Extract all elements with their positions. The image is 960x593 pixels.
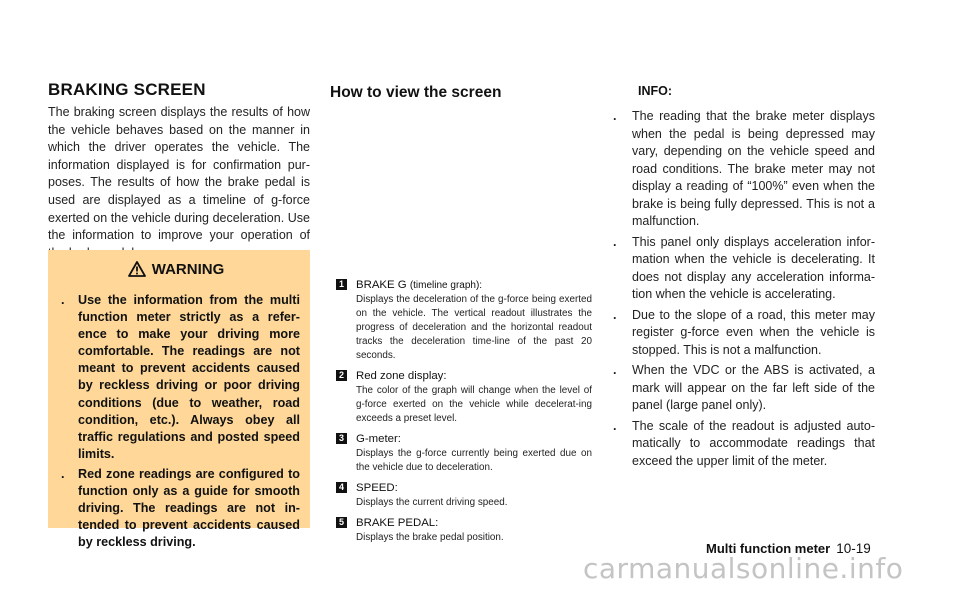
legend-description: Displays the g-force currently being exerted due on the vehicle due to deceleration. xyxy=(356,448,592,473)
legend-list xyxy=(330,278,592,551)
legend-item-4 xyxy=(330,481,592,510)
warning-item: . Red zone readings are configured to function only as a guide for smooth driving. The readings are not in-tended to prevent accidents caused by reckless driving. xyxy=(61,466,300,550)
info-item: . Due to the slope of a road, this meter may register g-force even when the vehicle is stopped. This is not a malfunction. xyxy=(613,307,875,357)
section-title: BRAKING SCREEN xyxy=(48,80,206,99)
intro-paragraph: The braking screen displays the results of how the vehicle behaves based on the manner in which the driver operates the vehicle. The information displayed is for confirmation pur-poses. The results of how the brake pedal is used are displayed as a timeline of g-force exerted on the vehicle during deceleration. Use the information to improve your operation of xyxy=(48,105,310,243)
info-item: . The reading that the brake meter displays when the pedal is being depressed may vary, depending on the vehicle speed and road conditions. The brake meter may not display a reading of “100%” even when the brake is being fully depressed. This is not a malfunction. xyxy=(613,109,875,228)
callout-number: 3 xyxy=(336,433,347,444)
legend-description: Displays the deceleration of the g-force being exerted on the vehicle. The vertical readout illustrates the progress of deceleration and the horizontal readout tracks the deceleration time-line of the past 20 seconds. xyxy=(356,294,592,361)
warning-header xyxy=(52,258,300,282)
legend-label: SPEED: xyxy=(356,482,398,494)
info-item: . When the VDC or the ABS is activated, a mark will appear on the far left side of the panel (large panel only). xyxy=(613,363,875,412)
legend-description: Displays the brake pedal position. xyxy=(356,532,504,543)
warning-triangle-icon xyxy=(128,261,146,277)
info-list xyxy=(610,108,875,473)
callout-number: 4 xyxy=(336,482,347,493)
warning-list xyxy=(52,292,300,551)
legend-item-1 xyxy=(330,278,592,363)
legend-item-3 xyxy=(330,432,592,475)
info-title: INFO: xyxy=(638,84,673,98)
subsection-title: How to view the screen xyxy=(330,84,502,101)
legend-label: BRAKE G xyxy=(356,279,407,291)
legend-label-note: (timeline graph): xyxy=(409,280,483,291)
legend-label: BRAKE PEDAL: xyxy=(356,517,439,529)
warning-title: WARNING xyxy=(151,261,225,278)
legend-item-5 xyxy=(330,516,592,545)
info-item: . The scale of the readout is adjusted auto-matically to accommodate readings that exceed the upper limit of the meter. xyxy=(613,418,875,468)
watermark: carmanualsonline.info xyxy=(583,552,904,585)
footer-title: Multi function meter xyxy=(706,541,831,556)
warning-item: . Use the information from the multi function meter strictly as a refer-ence to make your driving more comfortable. The readings are not meant to prevent accidents caused by reckless driving or poor driving conditions (due to weather, road condition, etc.). Always obey all traffic regulations and posted speed limits. xyxy=(61,293,300,461)
info-item: . This panel only displays acceleration infor-mation when the vehicle is decelerating. It does not display any acceleration informa-tion when the vehicle is accelerating. xyxy=(613,234,875,301)
legend-label: G-meter: xyxy=(356,433,401,445)
callout-number: 2 xyxy=(336,370,347,381)
legend-description: The color of the graph will change when the level of g-force exerted on the vehicle while decelerat-ing exceeds a preset level. xyxy=(356,385,592,424)
callout-number: 1 xyxy=(336,279,347,290)
callout-number: 5 xyxy=(336,517,347,528)
legend-item-2 xyxy=(330,369,592,426)
legend-label: Red zone display: xyxy=(356,370,447,382)
legend-description: Displays the current driving speed. xyxy=(356,497,508,508)
screen-diagram-area xyxy=(330,110,592,270)
page-number: 10-19 xyxy=(836,541,871,556)
warning-box xyxy=(48,250,310,550)
